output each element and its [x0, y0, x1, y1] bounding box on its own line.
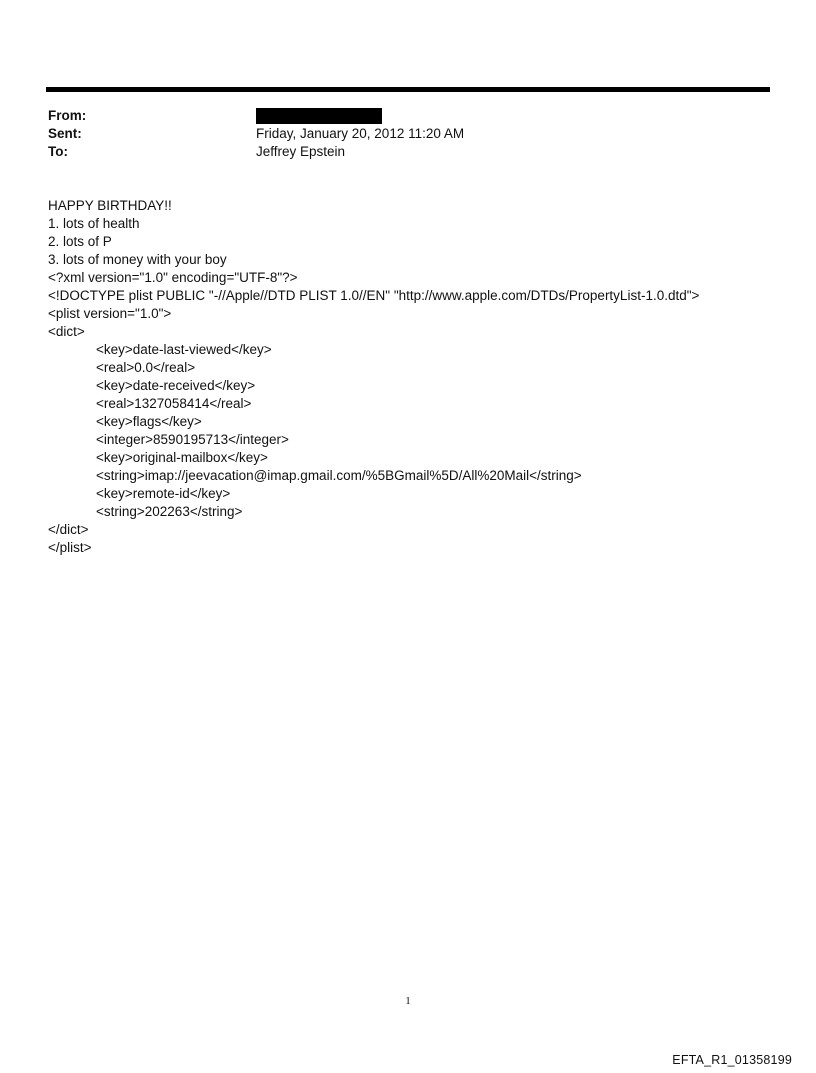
to-label: To: [48, 144, 68, 159]
dict-line: <string>imap://jeevacation@imap.gmail.com/%5BGmail%5D/All%20Mail</string> [96, 468, 582, 483]
list-item: 3. lots of money with your boy [48, 252, 227, 267]
email-body [48, 197, 788, 557]
header-divider [46, 87, 770, 92]
dict-line: <key>date-last-viewed</key> [96, 342, 272, 357]
plist-close: </plist> [48, 540, 92, 555]
dict-open: <dict> [48, 324, 85, 339]
doctype-line: <!DOCTYPE plist PUBLIC "-//Apple//DTD PLIST 1.0//EN" "http://www.apple.com/DTDs/PropertyList-1.0.dtd"> [48, 288, 700, 303]
dict-line: <string>202263</string> [96, 504, 243, 519]
dict-line: <key>flags</key> [96, 414, 202, 429]
dict-line: <key>date-received</key> [96, 378, 256, 393]
xml-declaration: <?xml version="1.0" encoding="UTF-8"?> [48, 270, 298, 285]
sent-label: Sent: [48, 126, 82, 141]
document-id: EFTA_R1_01358199 [672, 1053, 792, 1067]
redaction-block [256, 108, 382, 124]
dict-line: <integer>8590195713</integer> [96, 432, 289, 447]
page-number: 1 [405, 995, 411, 1007]
dict-line: <key>remote-id</key> [96, 486, 231, 501]
dict-close: </dict> [48, 522, 89, 537]
dict-line: <real>1327058414</real> [96, 396, 252, 411]
list-item: 2. lots of P [48, 234, 112, 249]
greeting-line: HAPPY BIRTHDAY!! [48, 198, 172, 213]
list-item: 1. lots of health [48, 216, 140, 231]
plist-open: <plist version="1.0"> [48, 306, 172, 321]
from-label: From: [48, 108, 87, 123]
to-value: Jeffrey Epstein [256, 144, 346, 159]
dict-line: <real>0.0</real> [96, 360, 196, 375]
sent-value: Friday, January 20, 2012 11:20 AM [256, 126, 465, 141]
dict-line: <key>original-mailbox</key> [96, 450, 268, 465]
